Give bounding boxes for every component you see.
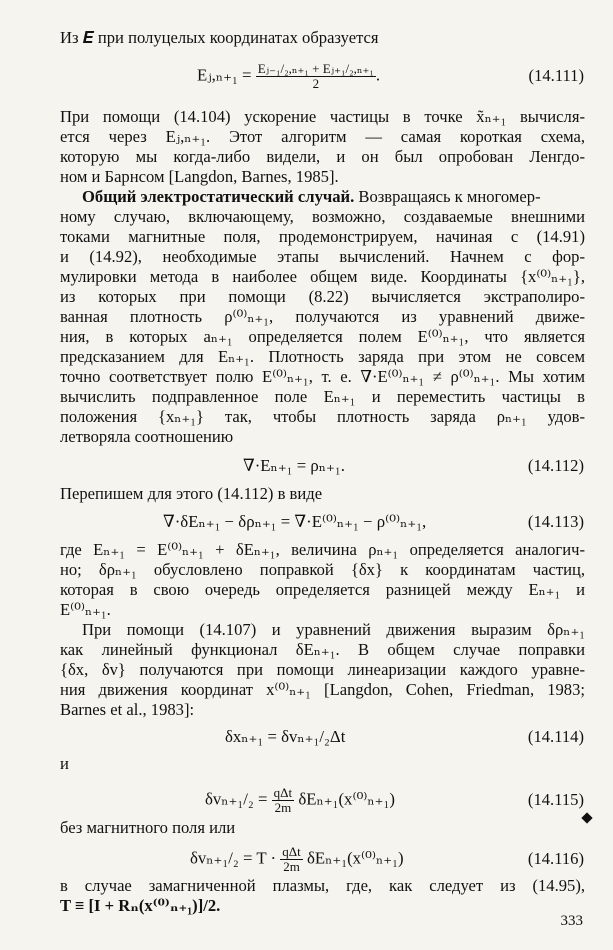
text-line: летворяла соотношению: [60, 427, 234, 446]
equation-tail: δEₙ₊₁(x⁽⁰⁾ₙ₊₁): [298, 789, 395, 809]
text-line: в случае замагниченной плазмы, где, как следует из (14.95),: [60, 876, 585, 895]
text-line: где Eₙ₊₁ = E⁽⁰⁾ₙ₊₁ + δEₙ₊₁, величина ρₙ₊₁ определяется аналогич-: [60, 540, 585, 559]
equation-14-115: [205, 786, 395, 815]
equation-number: (14.112): [527, 456, 584, 475]
text-line: Перепишем для этого (14.112) в виде: [60, 484, 323, 503]
page-number: 333: [560, 913, 583, 929]
text-line: E⁽⁰⁾ₙ₊₁.: [60, 600, 111, 619]
fraction-denominator: 2m: [283, 859, 300, 874]
equation-tail: .: [375, 65, 381, 85]
fraction-numerator: qΔt: [273, 785, 293, 800]
text-line: ному случаю, включающему, возможно, создаваемые внешними: [60, 207, 585, 226]
text-run: Возвращаясь к многомер-: [354, 187, 541, 206]
text-line: Из 𝑬 при полуцелых координатах образуется: [60, 28, 379, 47]
text-line: которая в свою очередь определяется разницей между Eₙ₊₁ и: [60, 580, 585, 599]
equation-14-112: ∇·Eₙ₊₁ = ρₙ₊₁.: [243, 456, 345, 475]
section-heading: Общий электростатический случай.: [82, 187, 355, 206]
text-line: токами магнитные поля, продемонстрируем, начиная с (14.91): [60, 227, 585, 246]
equation-number: (14.114): [527, 727, 584, 746]
equation-lhs: Eⱼ,ₙ₊₁ =: [197, 65, 252, 85]
text-line: и: [60, 754, 69, 773]
fraction: [256, 62, 376, 91]
text-line: без магнитного поля или: [60, 818, 236, 837]
text-line: ванная плотность ρ⁽⁰⁾ₙ₊₁, получаются из уравнений движе-: [60, 307, 585, 326]
text-line: ется через Eⱼ,ₙ₊₁. Этот алгоритм — самая короткая схема,: [60, 127, 585, 146]
text-line: Barnes et al., 1983]:: [60, 700, 195, 719]
equation-number: (14.111): [528, 66, 584, 85]
fraction-numerator: qΔt: [282, 844, 301, 859]
text-line: как линейный функционал δEₙ₊₁. В общем случае поправки: [60, 640, 585, 659]
equation-number: (14.115): [527, 790, 584, 809]
text-line: вычислить подправленное поле Eₙ₊₁ и переместить частицы в: [60, 387, 585, 406]
equation-lhs: δvₙ₊₁/₂ = T ·: [190, 848, 277, 868]
fraction: [272, 786, 294, 815]
text-line: При помощи (14.104) ускорение частицы в точке x̃ₙ₊₁ вычисля-: [60, 107, 585, 126]
fraction-numerator: Eⱼ₋₁/₂,ₙ₊₁ + Eⱼ₊₁/₂,ₙ₊₁: [257, 61, 374, 76]
text-line: T ≡ [I + Rₙ(x⁽⁰⁾ₙ₊₁)]/2.: [60, 896, 221, 915]
equation-lhs: δvₙ₊₁/₂ =: [205, 789, 268, 809]
equation-number: (14.116): [527, 849, 584, 868]
text-line: мулировки метода в наиболее общем виде. Координаты {x⁽⁰⁾ₙ₊₁},: [60, 267, 585, 286]
fraction: [280, 845, 302, 874]
text-line: и (14.92), необходимые этапы вычислений. Начнем с фор-: [60, 247, 585, 266]
text-line: При помощи (14.107) и уравнений движения выразим δρₙ₊₁: [82, 620, 585, 639]
text-line: которую мы когда-либо видели, и он был опробован Ленгдо-: [60, 147, 585, 166]
equation-14-114: δxₙ₊₁ = δvₙ₊₁/₂Δt: [225, 727, 346, 746]
paragraph-heading-line: [82, 187, 585, 207]
text-line: точно соответствует полю E⁽⁰⁾ₙ₊₁, т. е. ∇·E⁽⁰⁾ₙ₊₁ ≠ ρ⁽⁰⁾ₙ₊₁. Мы хотим: [60, 367, 585, 386]
equation-14-116: [190, 845, 404, 874]
text-line: из которых при помощи (8.22) вычисляется экстраполиро-: [60, 287, 585, 306]
fraction-denominator: 2m: [274, 800, 292, 815]
equation-14-113: ∇·δEₙ₊₁ − δρₙ₊₁ = ∇·E⁽⁰⁾ₙ₊₁ − ρ⁽⁰⁾ₙ₊₁,: [163, 512, 427, 531]
equation-tail: δEₙ₊₁(x⁽⁰⁾ₙ₊₁): [306, 848, 404, 868]
text-line: {δx, δv} получаются при помощи линеаризации каждого уравне-: [60, 660, 585, 679]
text-line: ном и Барнсом [Langdon, Barnes, 1985].: [60, 167, 339, 186]
text-line: ния, в которых aₙ₊₁ определяется полем E⁽⁰⁾ₙ₊₁, что является: [60, 327, 585, 346]
fraction-denominator: 2: [312, 76, 320, 91]
text-line: ния движения координат x⁽⁰⁾ₙ₊₁ [Langdon, Cohen, Friedman, 1983;: [60, 680, 585, 699]
text-line: предсказанием для Eₙ₊₁. Плотность заряда при этом не совсем: [60, 347, 585, 366]
equation-number: (14.113): [527, 512, 584, 531]
text-line: положения {xₙ₊₁} так, чтобы плотность заряда ρₙ₊₁ удов-: [60, 407, 585, 426]
equation-14-111: [197, 62, 380, 91]
text-line: но; δρₙ₊₁ обусловлено поправкой {δx} к координатам частиц,: [60, 560, 585, 579]
